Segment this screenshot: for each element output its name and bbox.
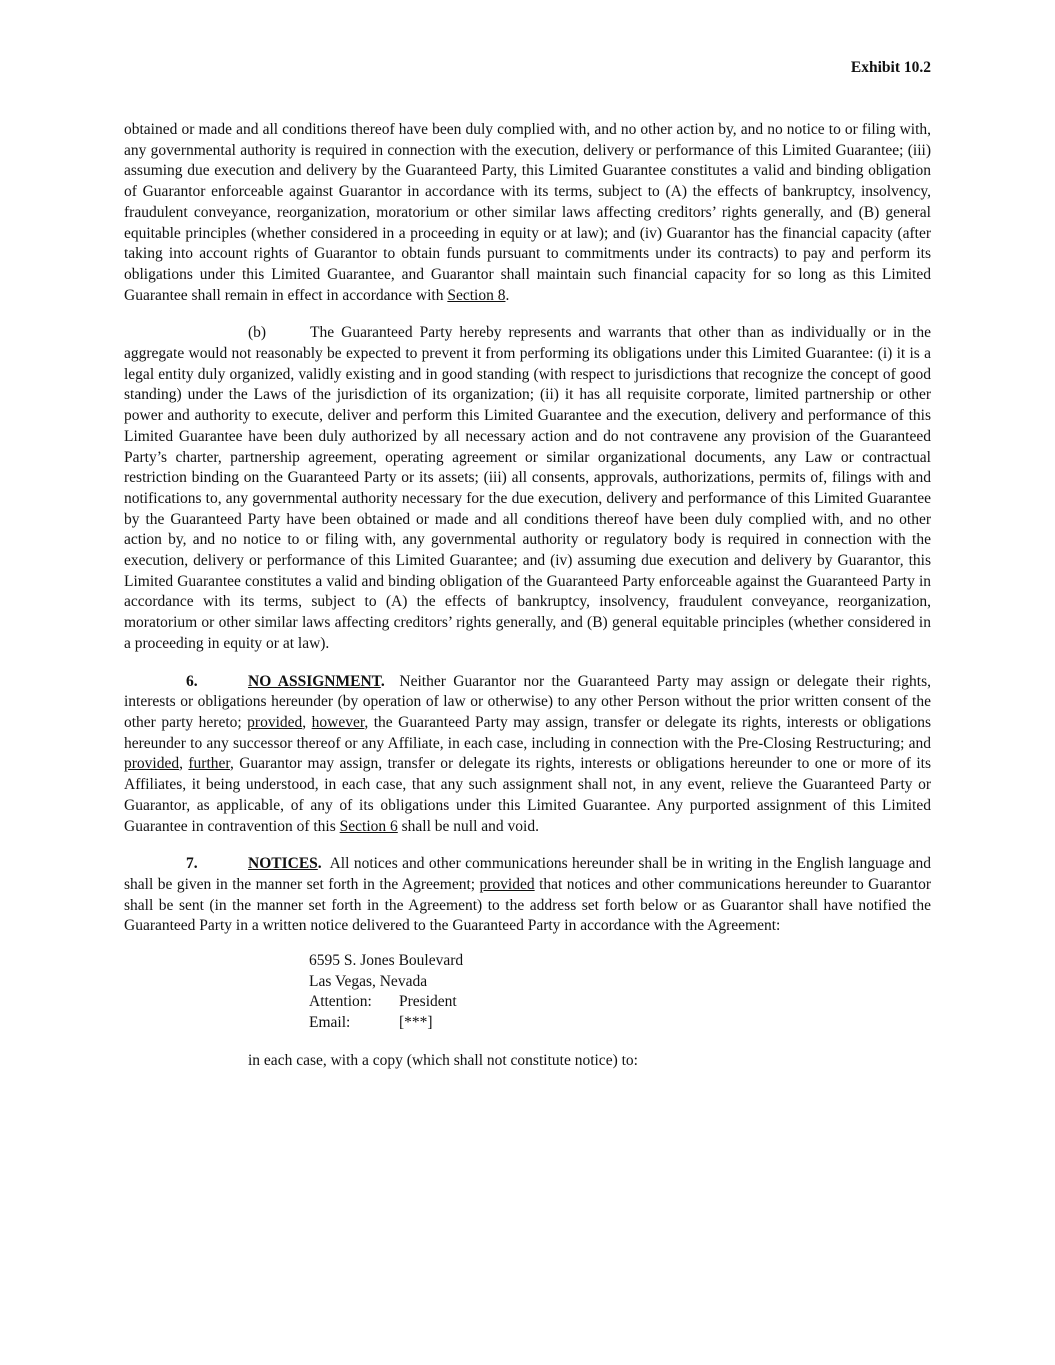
section-6-text-3: , Guarantor may assign, transfer or delegate its rights, interests or obligations hereunder to one or more of its Affiliates, it being understood, in each case, that any such assignment shall not, in any event, relieve the Guaranteed Party or Guarantor, as applicable, of any of its obligations under this Limited Guarantee. Any purported assignment of this Limited Guarantee in contravention of this: [124, 755, 932, 835]
attention-value: President: [399, 993, 457, 1011]
section-7-number: 7.: [186, 855, 198, 873]
section-6-number: 6.: [186, 672, 198, 690]
section-7-title: NOTICES: [248, 855, 318, 873]
email-value: [***]: [399, 1014, 433, 1032]
section-6-text-1: Neither Guarantor nor the Guaranteed Party may assign or delegate their rights, interests or obligations hereunder (by operation of law or otherwise) to any other Person without the prior written consent of the other party hereto;: [124, 672, 931, 731]
paragraph-b: [124, 323, 931, 654]
address-attention: [309, 992, 931, 1013]
section-6-heading: [248, 673, 385, 690]
section-7-text-1: All notices and other communications hereunder shall be in writing in the English language and shall be given in the manner set forth in the Agreement;: [124, 855, 931, 893]
section-6-provided-1: provided: [247, 713, 303, 731]
address-line-2: Las Vegas, Nevada: [309, 972, 428, 990]
section-7-heading: [248, 855, 322, 872]
section-7: [124, 854, 931, 937]
notice-address-block: [309, 951, 931, 1034]
address-line-1: 6595 S. Jones Boulevard: [309, 952, 464, 970]
paragraph-a-end: .: [505, 286, 510, 304]
paragraph-b-label: (b): [248, 324, 267, 342]
exhibit-label: Exhibit 10.2: [850, 59, 931, 76]
section-7-text-2: that notices and other communications hereunder to Guarantor shall be sent (in the manner set forth in the Agreement) to the address set forth below or as Guarantor shall have notified the Guaranteed Party in a written notice delivered to the Guaranteed Party in accordance with the Agreement:: [124, 875, 931, 935]
section-6-text-2: , the Guaranteed Party may assign, transfer or delegate its rights, interests or obligations hereunder to any successor thereof or any Affiliate, in each case, including in connection with the Pre-Closing Restructuring; and: [124, 713, 932, 752]
paragraph-a-continued: [124, 120, 931, 306]
section-6-sep-1: ,: [302, 713, 312, 731]
section-6: [124, 672, 931, 838]
paragraph-b-text: The Guaranteed Party hereby represents and warrants that other than as individually or in the aggregate would not reasonably be expected to prevent it from performing its obligations under this Limited Guarantee: (i) it is a legal entity duly organized, validly existing and in good standing (with respect to jurisdictions that recognize the concept of good standing) under the Laws of the jurisdiction of its organization; (ii) it has all requisite corporate, limited partnership or other power and authority to execute, deliver and perform this Limited Guarantee and the execution, delivery and performance of this Limited Guarantee have been duly authorized by all necessary action and do not contravene any provision of the Guaranteed Party’s charter, partnership agreement, operating agreement or similar organizational documents, any Law or contractual restriction binding on the Guaranteed Party or its assets; (iii) all consents, approvals, authorizations, permits of, filings with and notifications to, any governmental authority necessary for the due execution, delivery and performance of this Limited Guarantee by the Guaranteed Party have been obtained or made and all conditions thereof have been duly complied with, and no other action by, and no notice to or filing with, any governmental authority or regulatory body is required in connection with the execution, delivery or performance of this Limited Guarantee; and (iv) assuming due execution and delivery by Guarantor, this Limited Guarantee constitutes a valid and binding obligation of the Guaranteed Party enforceable against the Guaranteed Party in accordance with its terms, subject to (A) the effects of bankruptcy, insolvency, fraudulent conveyance, reorganization, moratorium or other similar laws affecting creditors’ rights generally, and (B) general equitable principles (whether considered in a proceeding in equity or at law).: [124, 324, 931, 652]
copy-line: in each case, with a copy (which shall not constitute notice) to:: [248, 1051, 638, 1069]
section-6-however: however: [311, 713, 365, 731]
section-6-title-period: .: [380, 672, 385, 690]
section-6-provided-2: provided: [124, 755, 180, 773]
section-6-text-4: shall be null and void.: [397, 817, 539, 835]
section-6-title: NO ASSIGNMENT: [248, 672, 381, 690]
section-8-reference: Section 8: [447, 286, 506, 304]
section-6-further: further: [188, 755, 230, 773]
section-7-provided: provided: [479, 875, 535, 893]
address-email: [309, 1013, 931, 1034]
section-6-reference: Section 6: [339, 817, 398, 835]
attention-label: Attention:: [309, 993, 372, 1011]
email-label: Email:: [309, 1014, 351, 1032]
document-body: [124, 120, 931, 1072]
paragraph-a-text: obtained or made and all conditions thereof have been duly complied with, and no other action by, and no notice to or filing with, any governmental authority is required in connection with the execution, delivery or performance of this Limited Guarantee; (iii) assuming due execution and delivery by the Guaranteed Party, this Limited Guarantee constitutes a valid and binding obligation of Guarantor enforceable against Guarantor in accordance with its terms, subject to (A) the effects of bankruptcy, insolvency, fraudulent conveyance, reorganization, moratorium or other similar laws affecting creditors’ rights generally, and (B) general equitable principles (whether considered in a proceeding in equity or at law); and (iv) Guarantor has the financial capacity (after taking into account rights of Guarantor to obtain funds pursuant to commitments under its contracts) to pay and perform its obligations under this Limited Guarantee, and Guarantor shall maintain such financial capacity for so long as this Limited Guarantee shall remain in effect in accordance with: [124, 121, 931, 304]
section-6-sep-2: ,: [179, 755, 189, 773]
section-7-title-period: .: [317, 855, 322, 873]
